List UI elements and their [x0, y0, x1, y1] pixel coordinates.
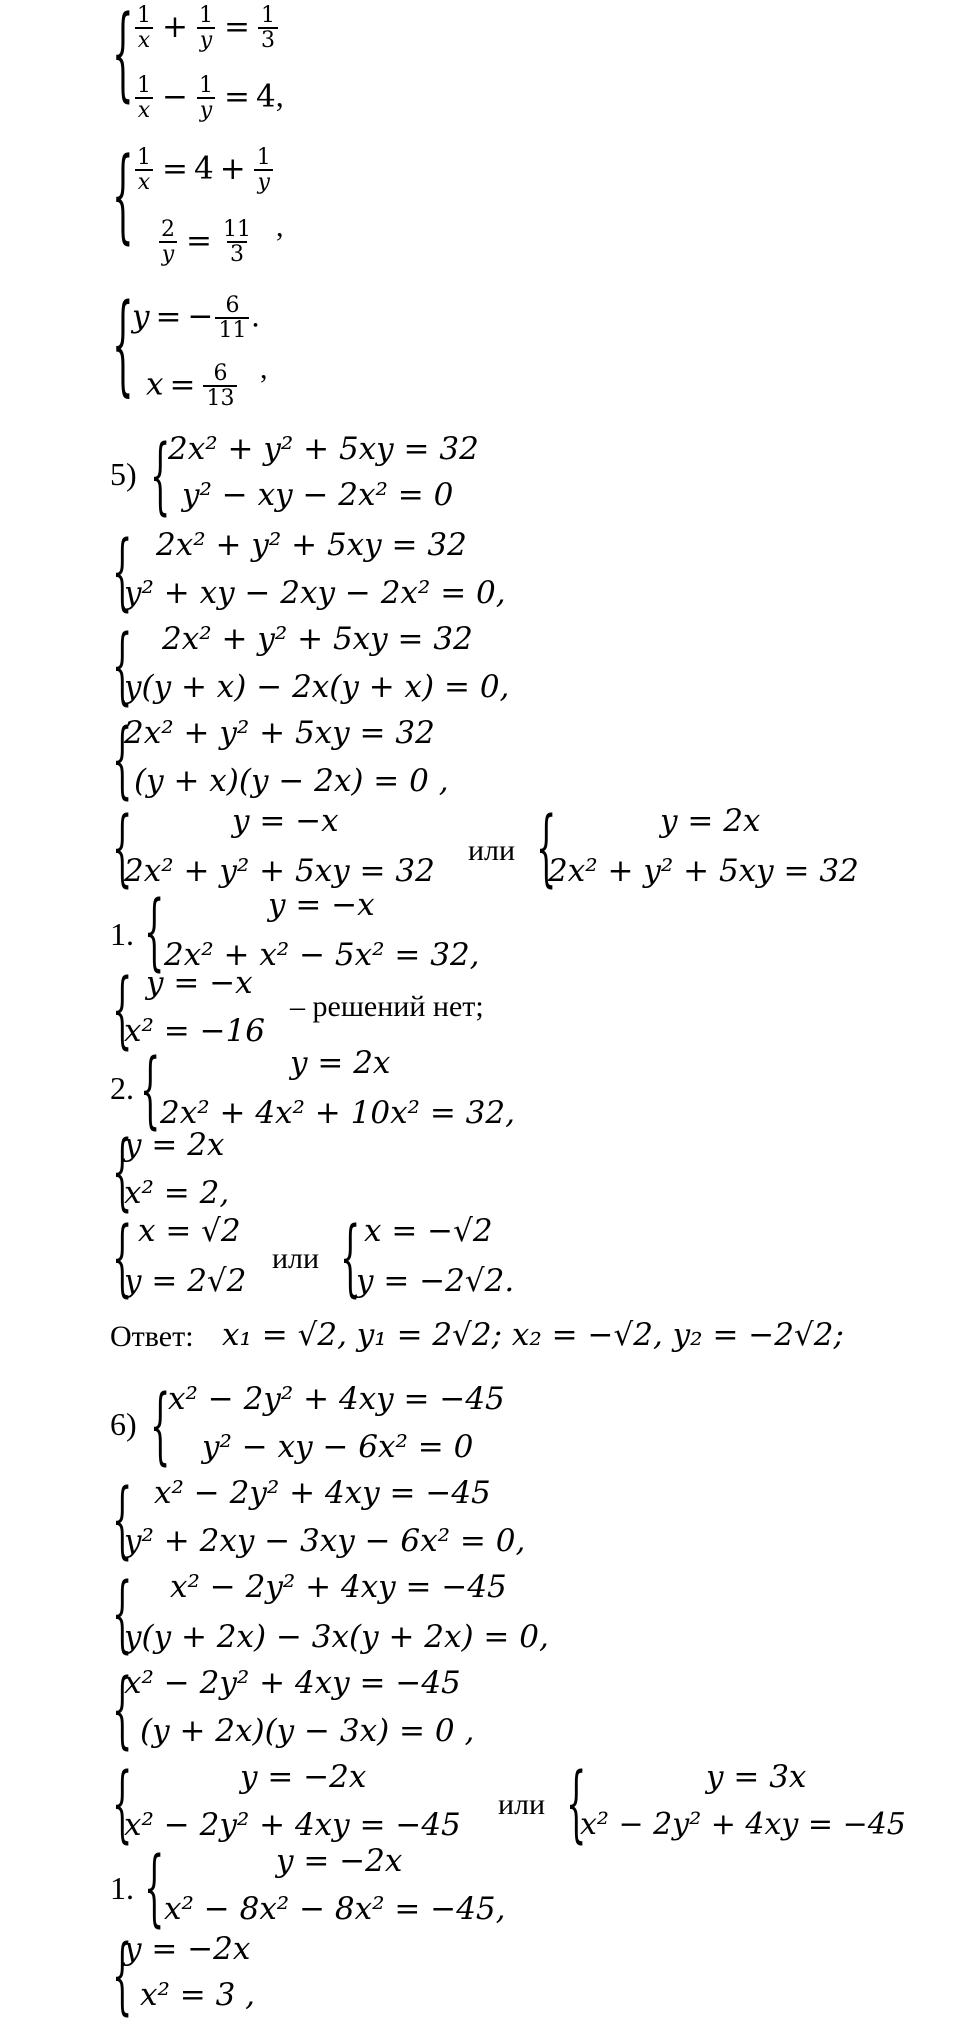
- system-brace: {: [112, 137, 134, 257]
- system-brace: {: [112, 1754, 133, 1853]
- p5-c2c-left-eq2: y = 2√2: [124, 1263, 247, 1299]
- comma: ,: [276, 210, 284, 243]
- system-brace: {: [112, 710, 133, 809]
- p6-s1-eq2: y² − xy − 6x² = 0: [202, 1429, 474, 1465]
- p5-c2b-eq1: y = 2x: [124, 1127, 225, 1163]
- comma: ,: [275, 77, 284, 114]
- system-brace: {: [112, 1564, 133, 1663]
- system-brace: {: [150, 426, 171, 525]
- p6-s4-eq2: (y + 2x)(y − 3x) = 0 ,: [140, 1713, 475, 1749]
- p5-s5-left-eq2: 2x² + y² + 5xy = 32: [124, 853, 435, 889]
- p5-c1b-eq1: y = −x: [146, 965, 253, 1001]
- system-brace: {: [112, 1470, 133, 1569]
- p5-c2c-right-eq2: y = −2√2.: [356, 1263, 515, 1299]
- p5-s2-eq1: 2x² + y² + 5xy = 32: [156, 527, 467, 563]
- system-brace: {: [150, 1376, 171, 1475]
- case-2-label: 2.: [110, 1070, 134, 1106]
- system-brace: {: [112, 1660, 133, 1759]
- p5-s1-eq1: 2x² + y² + 5xy = 32: [168, 431, 479, 467]
- case-1-label: 1.: [110, 916, 134, 952]
- system-a-eq2: $\frac{1}{x}$ − $\frac{1}{y}$ = 4,: [132, 74, 284, 122]
- system-brace: {: [112, 1926, 133, 2025]
- p6-s5-left-eq2: x² − 2y² + 4xy = −45: [124, 1807, 461, 1843]
- p5-c1b-eq2: x² = −16: [124, 1013, 266, 1049]
- p6-s2-eq1: x² − 2y² + 4xy = −45: [154, 1475, 491, 1511]
- p5-s2-eq2: y² + xy − 2xy − 2x² = 0,: [124, 575, 506, 611]
- comma: ,: [260, 352, 268, 385]
- system-brace: {: [144, 882, 165, 981]
- system-c-eq2: x = $\frac{6}{13}$: [146, 362, 239, 410]
- system-brace: {: [112, 616, 133, 715]
- p5-c2b-eq2: x² = 2,: [124, 1175, 230, 1211]
- p5-c2-eq1: y = 2x: [290, 1045, 391, 1081]
- answer-text: x₁ = √2, y₁ = 2√2; x₂ = −√2, y₂ = −2√2;: [222, 1317, 844, 1353]
- system-b-eq1: $\frac{1}{x}$ = 4 + $\frac{1}{y}$: [132, 146, 276, 194]
- p6-s5-left-eq1: y = −2x: [240, 1759, 367, 1795]
- p5-c2c-left-eq1: x = √2: [138, 1213, 241, 1249]
- p5-c2-eq2: 2x² + 4x² + 10x² = 32,: [160, 1095, 515, 1131]
- p6-c1-eq1: y = −2x: [276, 1843, 403, 1879]
- system-c-eq1: y = − $\frac{6}{11}$ .: [132, 293, 260, 344]
- system-brace: {: [112, 282, 134, 411]
- system-brace: {: [112, 1122, 133, 1221]
- p6-s5-right-eq1: y = 3x: [706, 1759, 807, 1795]
- system-b-eq2: $\frac{2}{y}$ = $\frac{11}{3}$: [156, 218, 256, 266]
- p5-s1-eq2: y² − xy − 2x² = 0: [182, 477, 454, 513]
- system-brace: {: [112, 1208, 133, 1307]
- p5-s3-eq2: y(y + x) − 2x(y + x) = 0,: [124, 669, 510, 705]
- system-brace: {: [144, 1838, 165, 1937]
- system-brace: {: [140, 1040, 161, 1139]
- p5-c2c-right-eq1: x = −√2: [364, 1213, 493, 1249]
- problem-5-label: 5): [110, 456, 137, 492]
- system-brace: {: [566, 1754, 587, 1853]
- period: .: [251, 297, 260, 334]
- problem-6-label: 6): [110, 1406, 137, 1442]
- case-1-label: 1.: [110, 1870, 134, 1906]
- p5-s5-left-eq1: y = −x: [232, 803, 339, 839]
- p6-s1-eq1: x² − 2y² + 4xy = −45: [168, 1381, 505, 1417]
- or-word: или: [498, 1788, 546, 1821]
- system-brace: {: [112, 0, 134, 115]
- p5-s4-eq2: (y + x)(y − 2x) = 0 ,: [134, 763, 449, 799]
- or-word: или: [468, 834, 516, 867]
- p6-s4-eq1: x² − 2y² + 4xy = −45: [124, 1665, 461, 1701]
- system-brace: {: [112, 960, 133, 1059]
- p5-s5-right-eq1: y = 2x: [660, 803, 761, 839]
- p5-c1-eq2: 2x² + x² − 5x² = 32,: [164, 937, 480, 973]
- p5-s3-eq1: 2x² + y² + 5xy = 32: [162, 621, 473, 657]
- system-brace: {: [112, 522, 133, 621]
- p6-s5-right-eq2: x² − 2y² + 4xy = −45: [580, 1807, 906, 1842]
- p5-c1-eq1: y = −x: [268, 887, 375, 923]
- p6-c1b-eq2: x² = 3 ,: [140, 1977, 256, 2013]
- system-a-eq1: $\frac{1}{x}$ + $\frac{1}{y}$ = $\frac{1}{3}$: [132, 4, 280, 52]
- p5-s4-eq1: 2x² + y² + 5xy = 32: [124, 715, 435, 751]
- system-brace: {: [536, 798, 557, 897]
- system-brace: {: [112, 798, 133, 897]
- p6-s3-eq1: x² − 2y² + 4xy = −45: [170, 1569, 507, 1605]
- answer-label: Ответ:: [110, 1320, 194, 1353]
- system-brace: {: [340, 1208, 361, 1307]
- p6-c1-eq2: x² − 8x² − 8x² = −45,: [164, 1891, 506, 1927]
- p6-s3-eq2: y(y + 2x) − 3x(y + 2x) = 0,: [124, 1619, 549, 1655]
- p6-c1b-eq1: y = −2x: [124, 1931, 251, 1967]
- p5-s5-right-eq2: 2x² + y² + 5xy = 32: [548, 853, 859, 889]
- no-solutions-note: – решений нет;: [290, 990, 484, 1023]
- p6-s2-eq2: y² + 2xy − 3xy − 6x² = 0,: [124, 1523, 526, 1559]
- or-word: или: [272, 1242, 320, 1275]
